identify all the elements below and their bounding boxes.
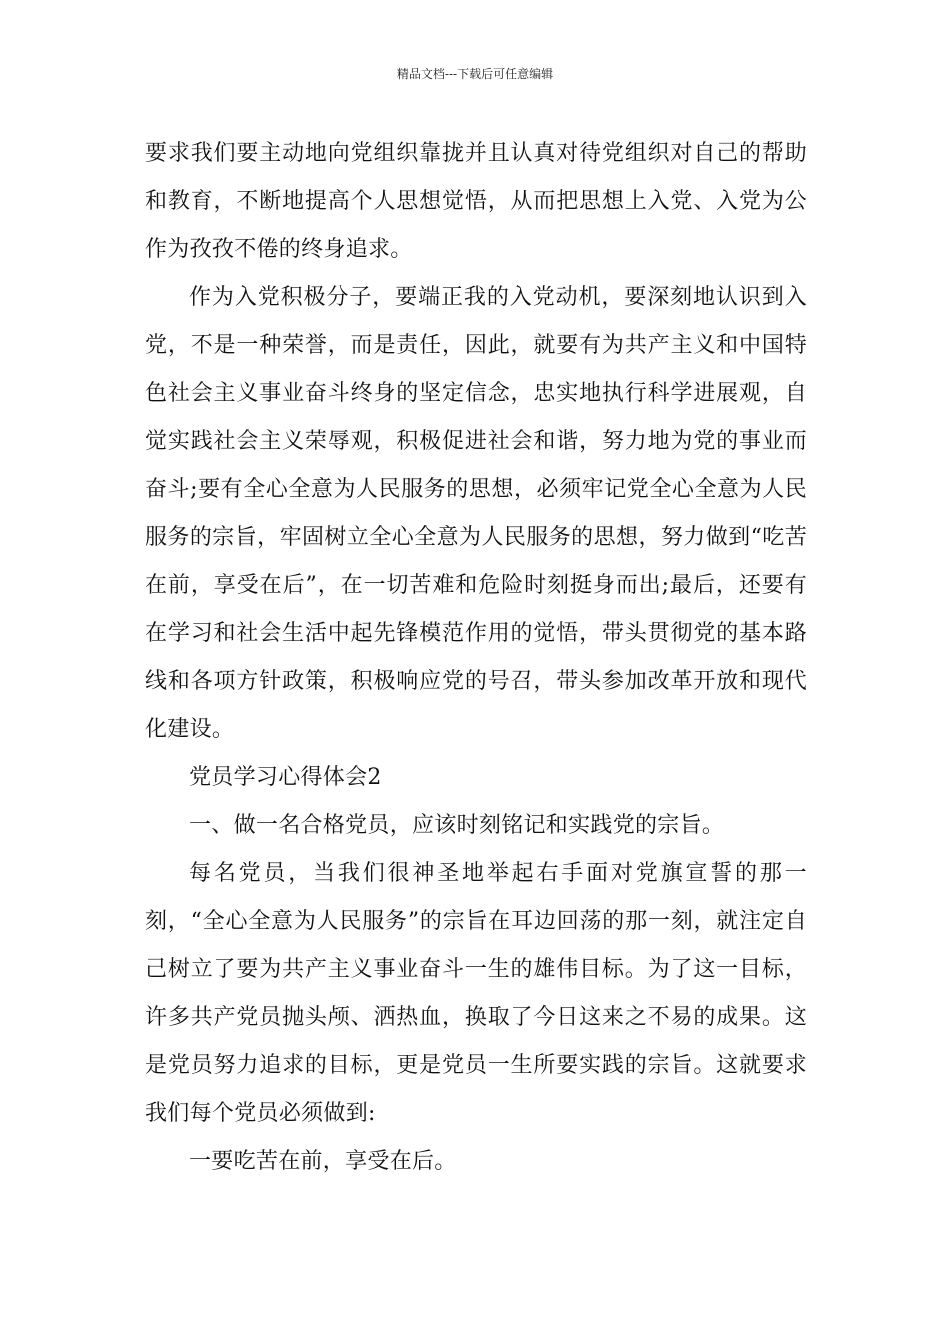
paragraph-activist-motivation: 作为入党积极分子，要端正我的入党动机，要深刻地认识到入党，不是一种荣誉，而是责任，因此，就要有为共产主义和中国特色社会主义事业奋斗终身的坚定信念，忠实地执行科学进展观，自觉实践社会主义荣辱观，积极促进社会和谐，努力地为党的事业而奋斗;要有全心全意为人民服务的思想，必须牢记党全心全意为人民服务的宗旨，牢固树立全心全意为人民服务的思想，努力做到“吃苦在前，享受在后”，在一切苦难和危险时刻挺身而出;最后，还要有在学习和社会生活中起先锋模范作用的觉悟，带头贯彻党的基本路线和各项方针政策，积极响应党的号召，带头参加改革开放和现代化建设。 xyxy=(145,285,807,742)
subsection-heading: 一、做一名合格党员，应该时刻铭记和实践党的宗旨。 xyxy=(189,813,725,838)
document-body xyxy=(145,130,807,1186)
paragraph-point-one: 一要吃苦在前，享受在后。 xyxy=(189,1149,457,1174)
paragraph-party-oath: 每名党员，当我们很神圣地举起右手面对党旗宣誓的那一刻，“全心全意为人民服务”的宗旨在耳边回荡的那一刻，就注定自己树立了要为共产主义事业奋斗一生的雄伟目标。为了这一目标，许多共产党员抛头颅、洒热血，换取了今日这来之不易的成果。这是党员努力追求的目标，更是党员一生所要实践的宗旨。这就要求我们每个党员必须做到: xyxy=(145,861,807,1126)
page-header: 精品文档---下载后可任意编辑 xyxy=(396,67,554,81)
section-heading: 党员学习心得体会2 xyxy=(189,765,382,790)
paragraph-continuation: 要求我们要主动地向党组织靠拢并且认真对待党组织对自己的帮助和教育，不断地提高个人思想觉悟，从而把思想上入党、入党为公作为孜孜不倦的终身追求。 xyxy=(145,141,807,262)
